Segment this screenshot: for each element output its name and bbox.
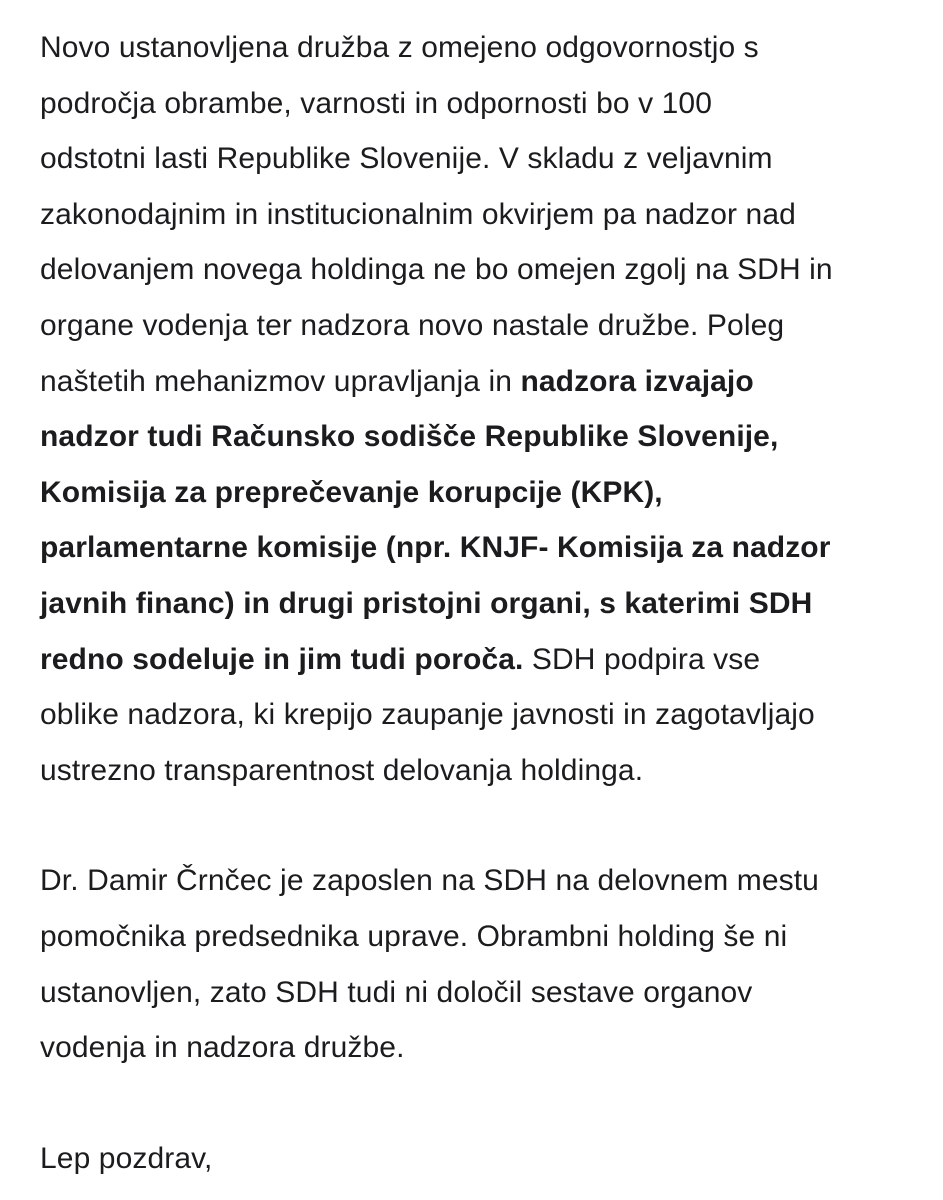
paragraph-line [40,354,920,410]
line-text: naštetih mehanizmov upravljanja in [40,364,521,398]
paragraph-line: organe vodenja ter nadzora novo nastale družbe. Poleg [40,308,785,342]
greeting-text: Lep pozdrav, [40,1141,213,1175]
bold-text: nadzora izvajajo [520,364,754,398]
letter-body [40,20,920,1186]
bold-line: parlamentarne komisije (npr. KNJF- Komisija za nadzor [40,531,831,565]
paragraph-employment [40,853,920,1075]
paragraph-line: Dr. Damir Črnčec je zaposlen na SDH na delovnem mestu [40,864,819,898]
bold-text: redno sodeluje in jim tudi poroča. [40,642,524,676]
paragraph-line: področja obrambe, varnosti in odpornosti bo v 100 [40,86,712,120]
paragraph-line: ustanovljen, zato SDH tudi ni določil sestave organov [40,975,753,1009]
paragraph-line: delovanjem novega holdinga ne bo omejen zgolj na SDH in [40,253,833,287]
closing-greeting [40,1131,920,1187]
line-text: SDH podpira vse [523,642,761,676]
paragraph-line: ustrezno transparentnost delovanja holdinga. [40,753,644,787]
paragraph-line: oblike nadzora, ki krepijo zaupanje javnosti in zagotavljajo [40,698,815,732]
paragraph-oversight [40,20,920,798]
bold-line: nadzor tudi Računsko sodišče Republike Slovenije, [40,420,779,454]
paragraph-line: pomočnika predsednika uprave. Obrambni holding še ni [40,919,788,953]
paragraph-line: zakonodajnim in institucionalnim okvirjem pa nadzor nad [40,197,796,231]
bold-line: Komisija za preprečevanje korupcije (KPK), [40,475,663,509]
paragraph-line [40,632,920,688]
paragraph-line: vodenja in nadzora družbe. [40,1031,405,1065]
paragraph-line: odstotni lasti Republike Slovenije. V skladu z veljavnim [40,142,773,176]
bold-line: javnih financ) in drugi pristojni organi, s katerimi SDH [40,586,813,620]
paragraph-line: Novo ustanovljena družba z omejeno odgovornostjo s [40,31,759,64]
